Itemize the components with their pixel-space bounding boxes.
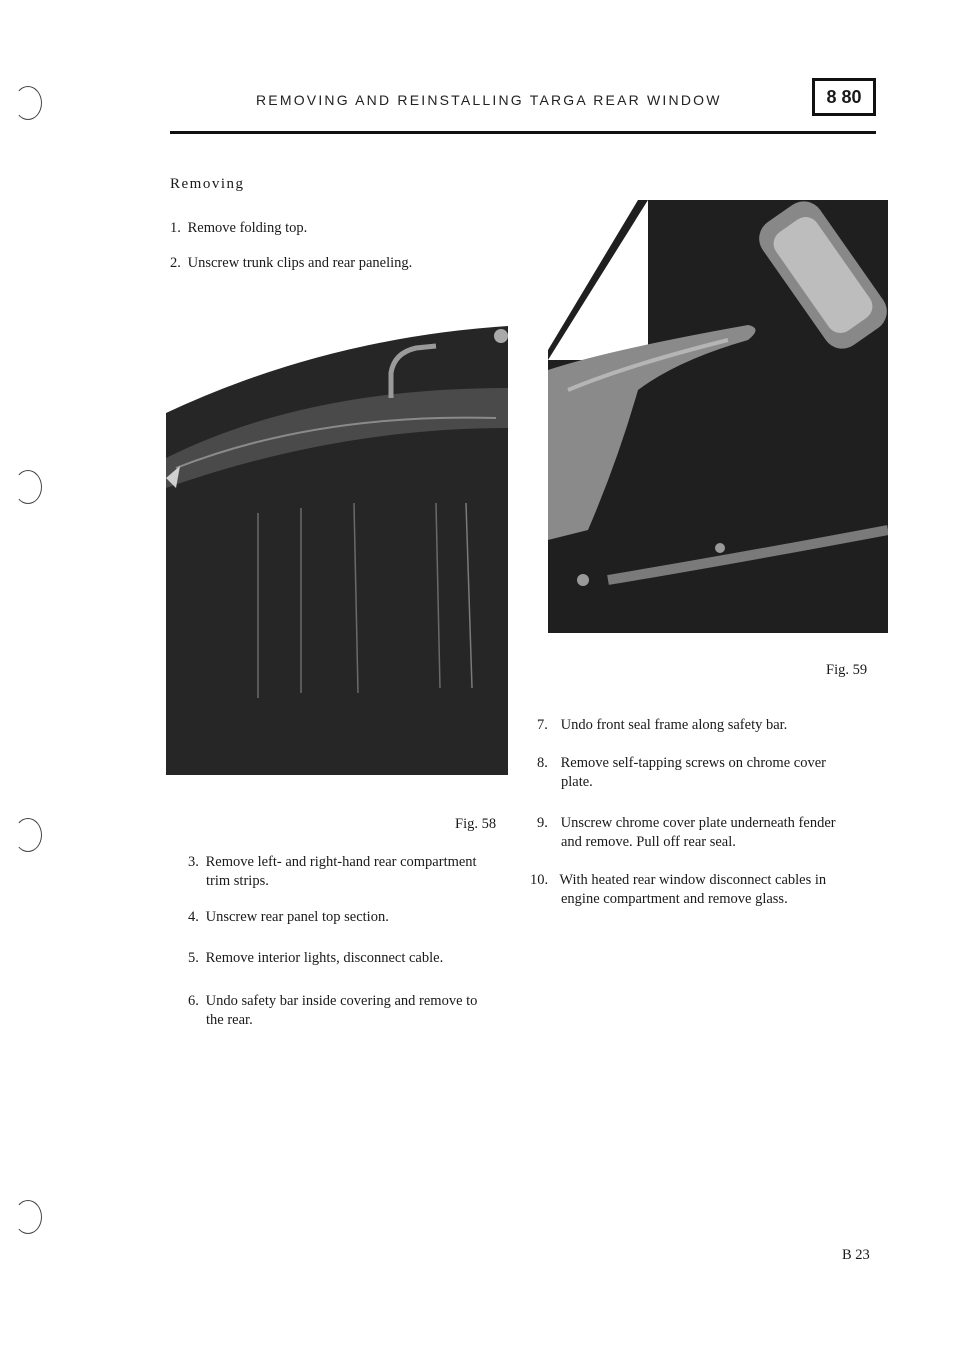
- step-3: 3. Remove left- and right-hand rear compartment trim strips.: [188, 854, 477, 889]
- step-5: 5. Remove interior lights, disconnect cable.: [188, 950, 444, 966]
- section-number-badge: 8 80: [812, 78, 876, 116]
- step-2: 2. Unscrew trunk clips and rear paneling.: [170, 255, 413, 271]
- page-number: B 23: [842, 1247, 870, 1263]
- figure-59-illustration: [548, 200, 888, 633]
- step-4: 4. Unscrew rear panel top section.: [188, 909, 389, 925]
- step-7: 7. Undo front seal frame along safety bar.: [537, 717, 788, 733]
- step-9: 9. Unscrew chrome cover plate underneath fender and remove. Pull off rear seal.: [537, 815, 836, 850]
- binder-hole-4: [14, 1200, 42, 1234]
- figure-59-photo: [548, 200, 888, 633]
- figure-59-caption: Fig. 59: [826, 662, 868, 678]
- step-1: 1. Remove folding top.: [170, 220, 308, 236]
- figure-58-caption: Fig. 58: [455, 816, 497, 832]
- figure-58-photo: [166, 318, 508, 775]
- binder-hole-2: [14, 470, 42, 504]
- page-title: REMOVING AND REINSTALLING TARGA REAR WINDOW: [256, 92, 722, 108]
- step-8: 8. Remove self-tapping screws on chrome cover plate.: [537, 755, 826, 790]
- step-10: 10. With heated rear window disconnect cables in engine compartment and remove glass.: [530, 872, 827, 907]
- header-rule: [170, 131, 876, 134]
- step-6: 6. Undo safety bar inside covering and remove to the rear.: [188, 993, 478, 1028]
- binder-hole-1: [14, 86, 42, 120]
- section-heading: Removing: [170, 176, 245, 192]
- figure-58-illustration: [166, 318, 508, 775]
- binder-hole-3: [14, 818, 42, 852]
